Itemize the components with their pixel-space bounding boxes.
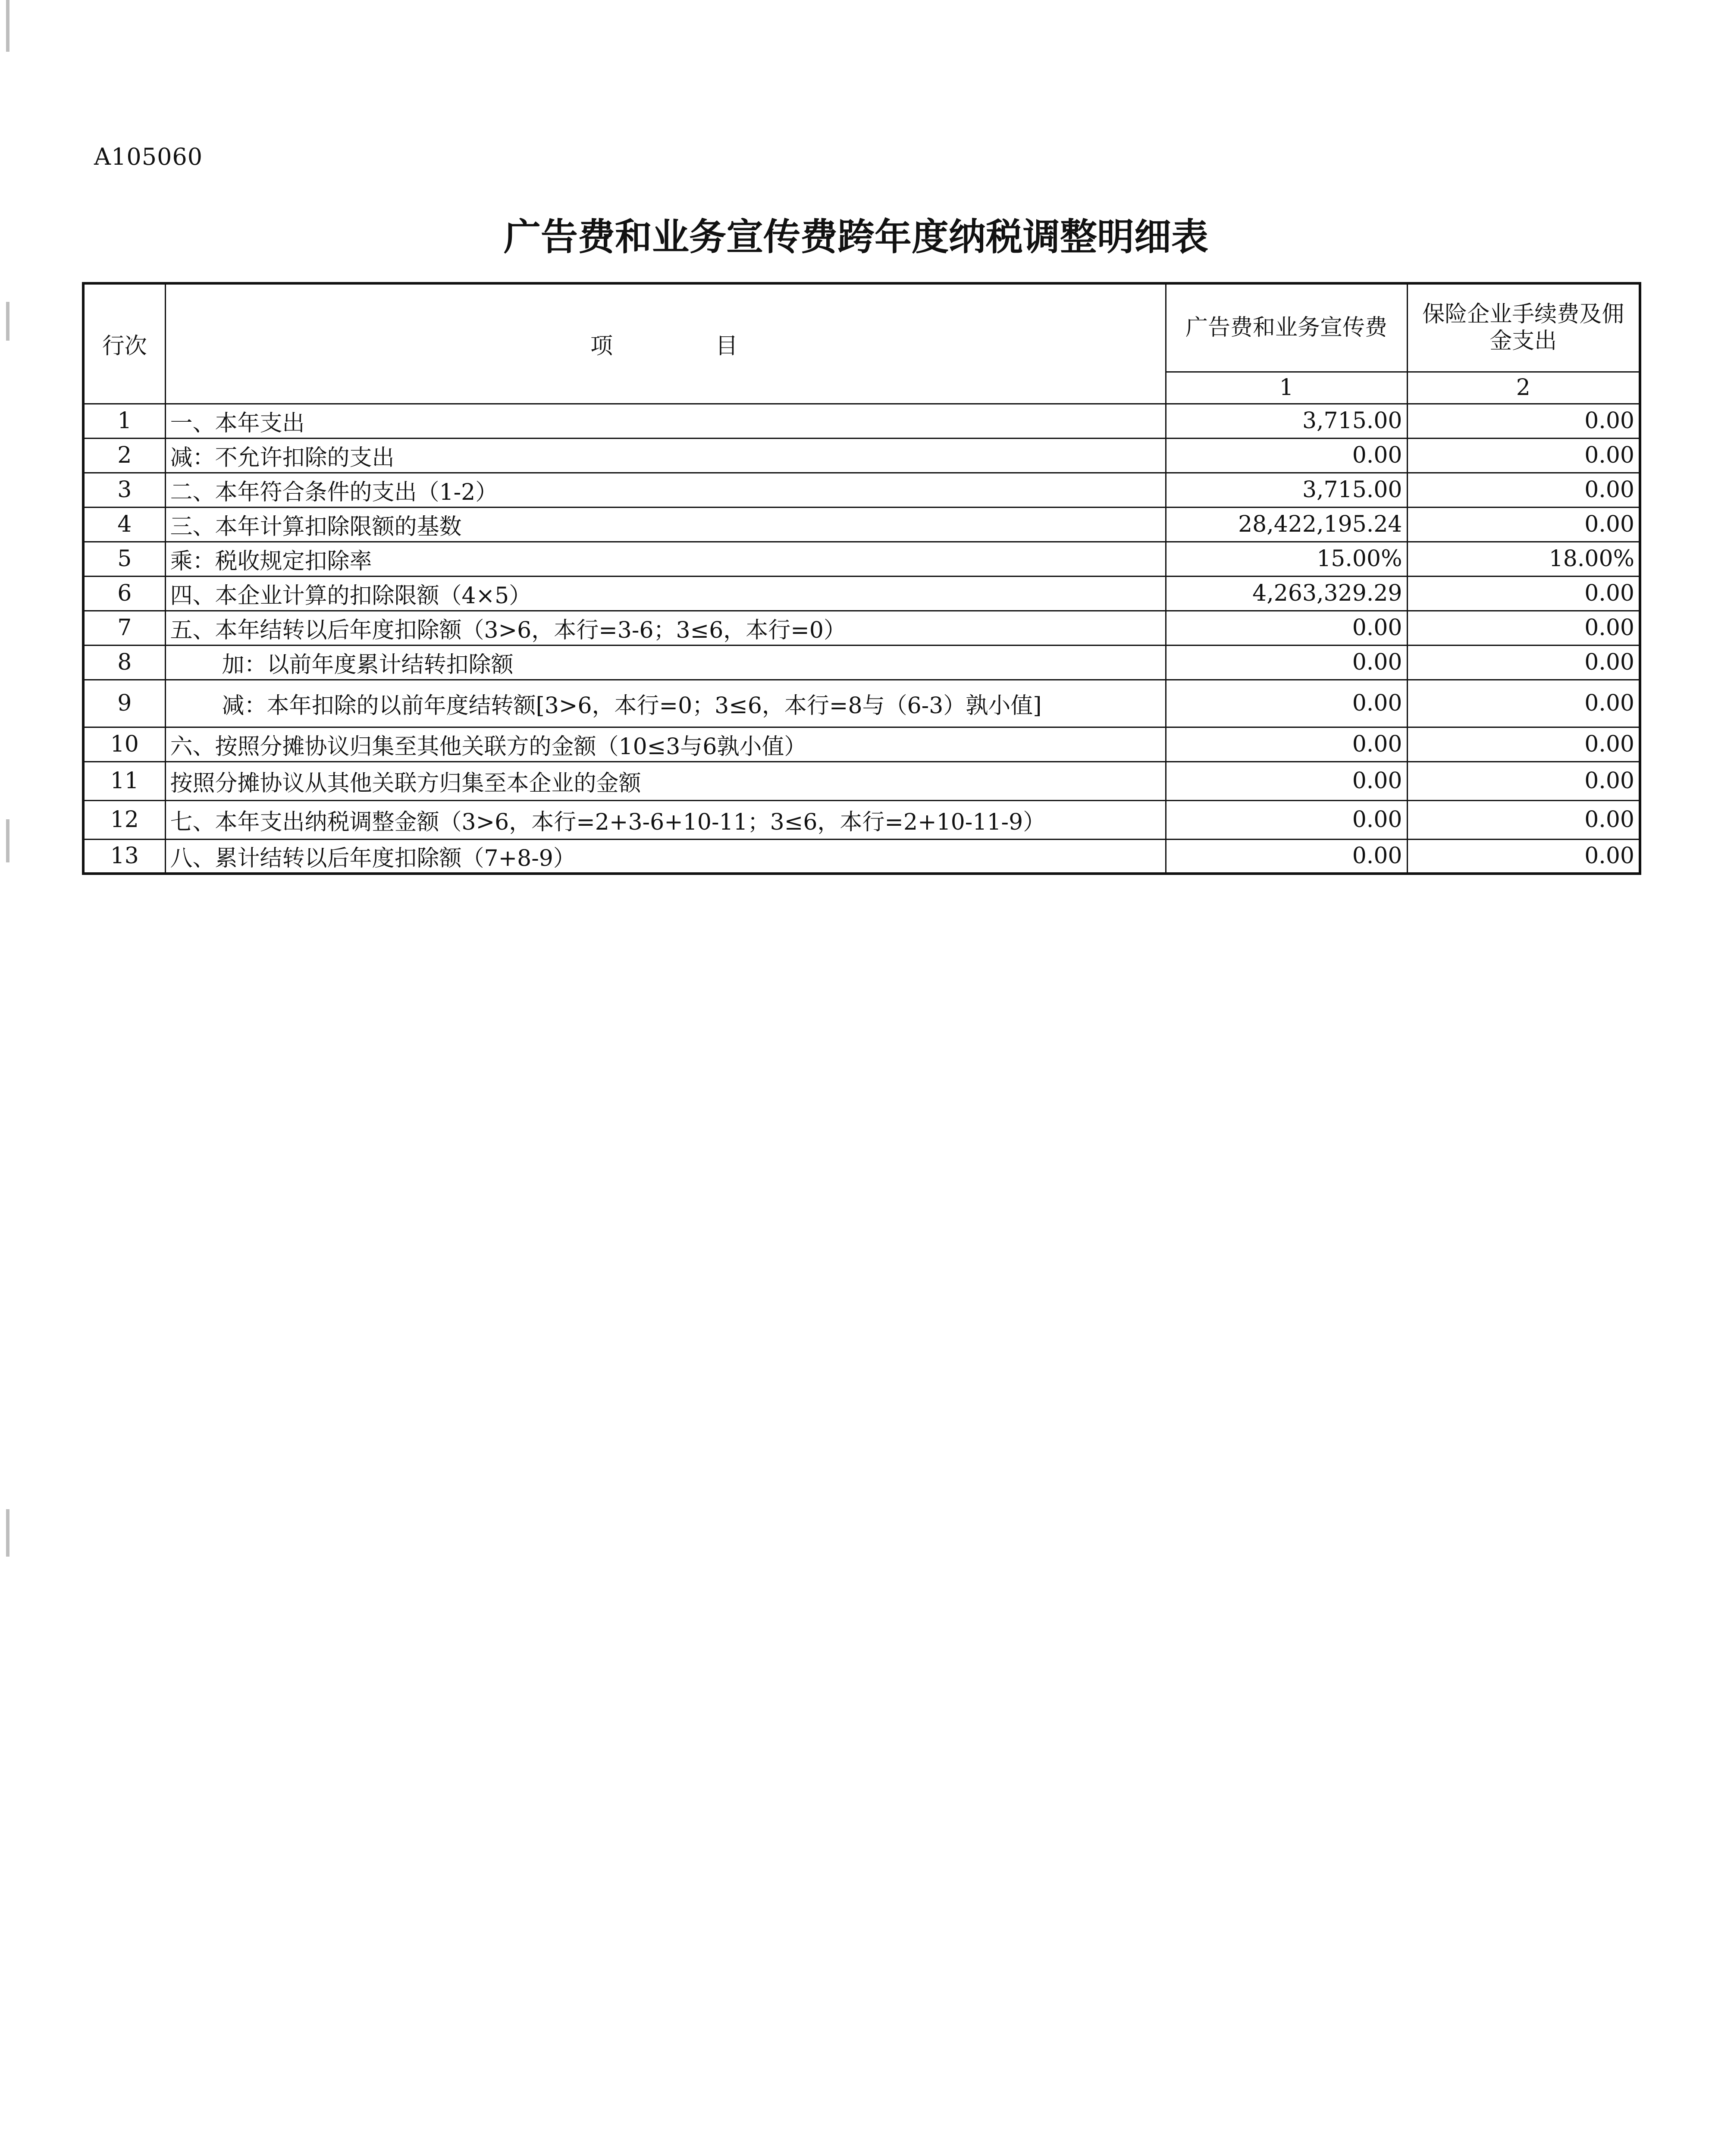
row-col1-value: 0.00 xyxy=(1166,438,1407,473)
row-col2-value: 0.00 xyxy=(1407,473,1640,507)
row-col2-value: 0.00 xyxy=(1407,438,1640,473)
row-number: 9 xyxy=(83,680,165,727)
row-item: 五、本年结转以后年度扣除额（3>6，本行=3-6；3≤6，本行=0） xyxy=(165,611,1166,645)
form-code: A105060 xyxy=(94,143,203,170)
row-col1-value: 4,263,329.29 xyxy=(1166,576,1407,611)
row-col1-value: 0.00 xyxy=(1166,727,1407,761)
table-row xyxy=(83,542,1640,576)
row-number: 5 xyxy=(83,542,165,576)
row-number: 2 xyxy=(83,438,165,473)
row-col2-value: 18.00% xyxy=(1407,542,1640,576)
row-number: 4 xyxy=(83,507,165,542)
scan-edge-mark xyxy=(6,819,9,862)
row-item: 六、按照分摊协议归集至其他关联方的金额（10≤3与6孰小值） xyxy=(165,727,1166,761)
scan-edge-mark xyxy=(6,302,9,341)
table-row xyxy=(83,507,1640,542)
scan-edge-mark xyxy=(6,0,9,52)
row-number: 6 xyxy=(83,576,165,611)
row-col2-value: 0.00 xyxy=(1407,611,1640,645)
row-col2-value: 0.00 xyxy=(1407,404,1640,438)
row-number: 7 xyxy=(83,611,165,645)
row-col1-value: 0.00 xyxy=(1166,761,1407,800)
row-number: 13 xyxy=(83,839,165,874)
row-col2-value: 0.00 xyxy=(1407,727,1640,761)
table-row xyxy=(83,680,1640,727)
header-item: 项 目 xyxy=(165,283,1166,404)
header-col2-index: 2 xyxy=(1407,372,1640,404)
header-row xyxy=(83,283,1640,372)
table-row xyxy=(83,611,1640,645)
table-row xyxy=(83,473,1640,507)
row-col2-value: 0.00 xyxy=(1407,576,1640,611)
row-col2-value: 0.00 xyxy=(1407,761,1640,800)
row-item: 二、本年符合条件的支出（1-2） xyxy=(165,473,1166,507)
row-item: 四、本企业计算的扣除限额（4×5） xyxy=(165,576,1166,611)
row-item: 乘：税收规定扣除率 xyxy=(165,542,1166,576)
row-number: 8 xyxy=(83,645,165,680)
table-row xyxy=(83,576,1640,611)
row-col1-value: 0.00 xyxy=(1166,611,1407,645)
row-item: 七、本年支出纳税调整金额（3>6，本行=2+3-6+10-11；3≤6，本行=2+10-11-9） xyxy=(165,800,1166,839)
row-col1-value: 0.00 xyxy=(1166,680,1407,727)
table-row xyxy=(83,404,1640,438)
row-item: 三、本年计算扣除限额的基数 xyxy=(165,507,1166,542)
row-item: 按照分摊协议从其他关联方归集至本企业的金额 xyxy=(165,761,1166,800)
row-item: 加：以前年度累计结转扣除额 xyxy=(165,645,1166,680)
table-row xyxy=(83,727,1640,761)
table-row xyxy=(83,761,1640,800)
row-item: 八、累计结转以后年度扣除额（7+8-9） xyxy=(165,839,1166,874)
header-col1: 广告费和业务宣传费 xyxy=(1166,283,1407,372)
form-title: 广告费和业务宣传费跨年度纳税调整明细表 xyxy=(504,216,1208,259)
row-col1-value: 0.00 xyxy=(1166,645,1407,680)
detail-table xyxy=(82,282,1641,875)
table-row xyxy=(83,839,1640,874)
row-col1-value: 3,715.00 xyxy=(1166,473,1407,507)
table-row xyxy=(83,438,1640,473)
row-number: 11 xyxy=(83,761,165,800)
row-item: 减：本年扣除的以前年度结转额[3>6，本行=0；3≤6，本行=8与（6-3）孰小值] xyxy=(165,680,1166,727)
header-row-no: 行次 xyxy=(83,283,165,404)
row-col2-value: 0.00 xyxy=(1407,645,1640,680)
row-col2-value: 0.00 xyxy=(1407,507,1640,542)
header-col2: 保险企业手续费及佣金支出 xyxy=(1407,283,1640,372)
row-col2-value: 0.00 xyxy=(1407,839,1640,874)
table-row xyxy=(83,645,1640,680)
row-item: 减：不允许扣除的支出 xyxy=(165,438,1166,473)
row-number: 1 xyxy=(83,404,165,438)
row-col1-value: 28,422,195.24 xyxy=(1166,507,1407,542)
scan-edge-mark xyxy=(6,1509,9,1557)
header-col1-index: 1 xyxy=(1166,372,1407,404)
row-item: 一、本年支出 xyxy=(165,404,1166,438)
row-number: 10 xyxy=(83,727,165,761)
row-col1-value: 0.00 xyxy=(1166,800,1407,839)
table-row xyxy=(83,800,1640,839)
row-col2-value: 0.00 xyxy=(1407,680,1640,727)
row-col1-value: 15.00% xyxy=(1166,542,1407,576)
row-col1-value: 3,715.00 xyxy=(1166,404,1407,438)
row-col2-value: 0.00 xyxy=(1407,800,1640,839)
row-col1-value: 0.00 xyxy=(1166,839,1407,874)
row-number: 3 xyxy=(83,473,165,507)
row-number: 12 xyxy=(83,800,165,839)
